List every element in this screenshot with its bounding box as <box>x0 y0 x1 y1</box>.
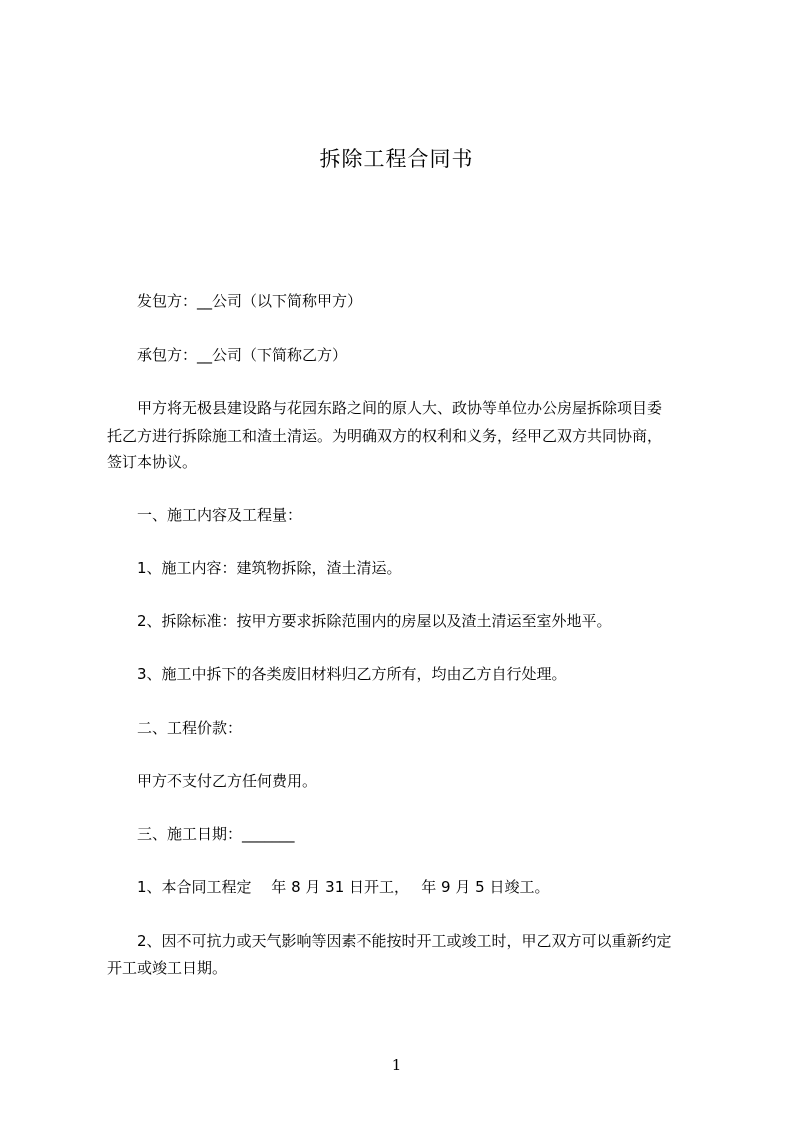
intro-line-3: 签订本协议。 <box>107 453 198 471</box>
document-title: 拆除工程合同书 <box>319 147 474 171</box>
section-3-item-1: 1、本合同工程定 年 8 月 31 日开工， 年 9 月 5 日竣工。 <box>137 878 550 896</box>
section-1-item-1: 1、施工内容：建筑物拆除，渣土清运。 <box>137 559 402 577</box>
section-1-heading: 一、施工内容及工程量： <box>137 506 303 524</box>
section-2-item-1: 甲方不支付乙方任何费用。 <box>137 772 318 790</box>
party-b-line: 承包方：__公司（下简称乙方） <box>137 346 348 364</box>
section-1-item-3: 3、施工中拆下的各类废旧材料归乙方所有，均由乙方自行处理。 <box>137 665 567 683</box>
section-2-heading: 二、工程价款： <box>137 719 243 737</box>
section-1-item-2: 2、拆除标准：按甲方要求拆除范围内的房屋以及渣土清运至室外地平。 <box>137 612 612 630</box>
intro-line-2: 托乙方进行拆除施工和渣土清运。为明确双方的权利和义务，经甲乙双方共同协商， <box>107 427 663 445</box>
section-3-item-2-line-2: 开工或竣工日期。 <box>107 959 228 977</box>
party-a-line: 发包方：__公司（以下简称甲方） <box>137 292 363 310</box>
page-number: 1 <box>391 1056 402 1074</box>
section-3-heading: 三、施工日期：_______ <box>137 825 295 843</box>
section-3-item-2-line-1: 2、因不可抗力或天气影响等因素不能按时开工或竣工时，甲乙双方可以重新约定 <box>137 932 672 950</box>
intro-line-1: 甲方将无极县建设路与花园东路之间的原人大、政协等单位办公房屋拆除项目委 <box>137 399 663 417</box>
